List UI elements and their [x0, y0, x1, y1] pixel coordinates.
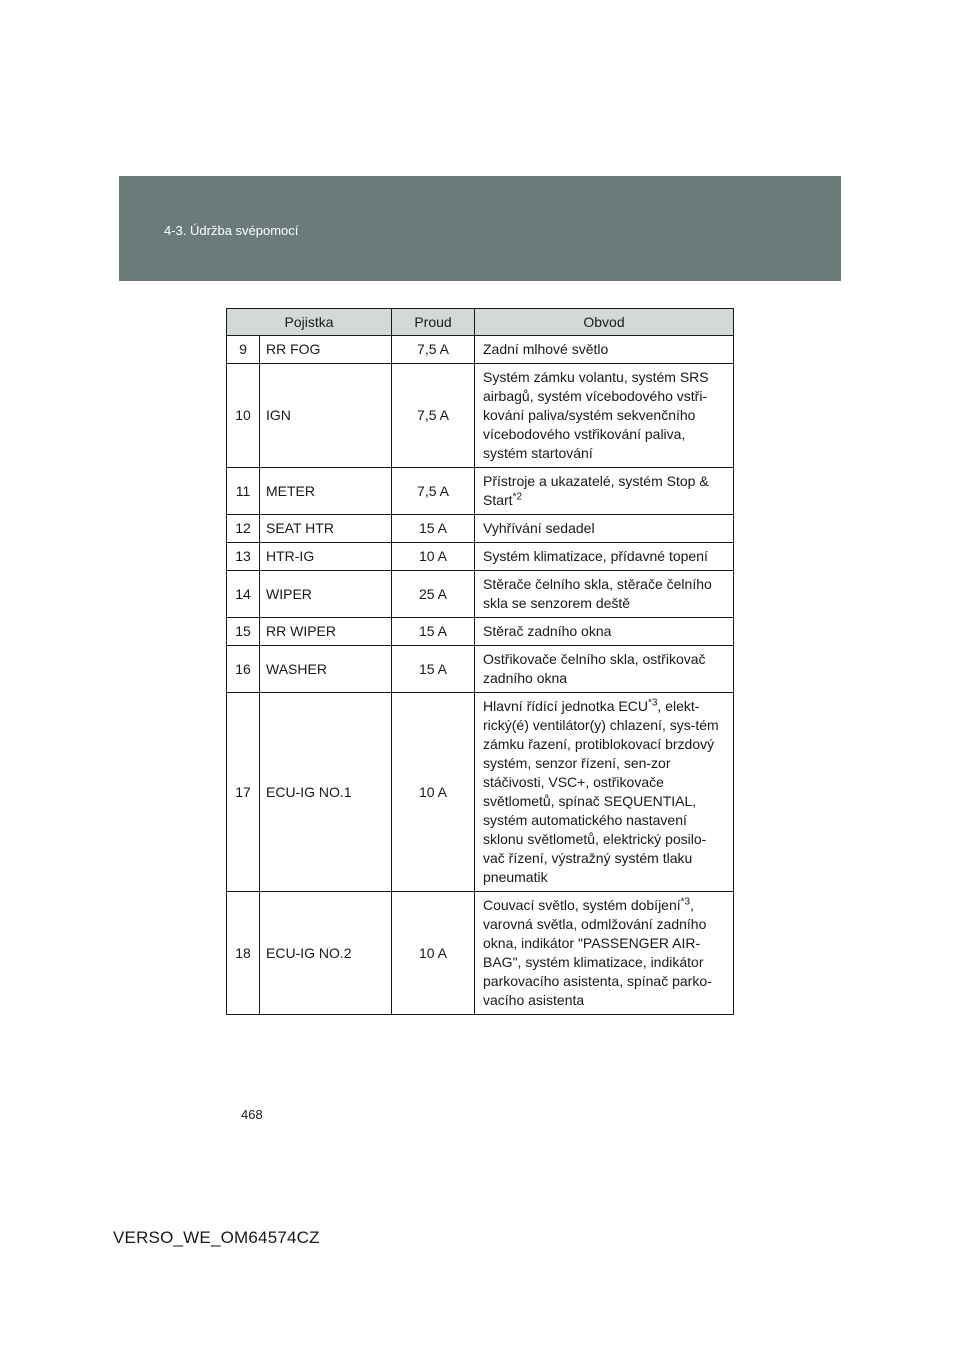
fuse-number: 11 [227, 468, 260, 515]
fuse-number: 9 [227, 336, 260, 364]
fuse-circuit [475, 646, 734, 693]
table-row [227, 892, 734, 1015]
fuse-number: 15 [227, 618, 260, 646]
table-row [227, 336, 734, 364]
fuse-current: 25 A [392, 571, 475, 618]
fuse-name: WIPER [260, 571, 392, 618]
fuse-number: 14 [227, 571, 260, 618]
fuse-number: 17 [227, 693, 260, 892]
circuit-text: Vyhřívání sedadel [483, 520, 595, 536]
fuse-number: 12 [227, 515, 260, 543]
fuse-circuit [475, 515, 734, 543]
fuse-current: 10 A [392, 693, 475, 892]
footnote-marker: *2 [512, 491, 523, 503]
fuse-table [226, 308, 734, 1015]
circuit-text: Přístroje a ukazatelé, systém Stop & Start [483, 473, 709, 508]
table-row [227, 364, 734, 468]
table-row [227, 515, 734, 543]
fuse-current: 7,5 A [392, 336, 475, 364]
fuse-name: ECU-IG NO.1 [260, 693, 392, 892]
table-row [227, 693, 734, 892]
circuit-text: Stěrač zadního okna [483, 623, 612, 639]
circuit-text: Hlavní řídící jednotka ECU [483, 698, 648, 714]
circuit-text: Systém zámku volantu, systém SRS airbagů, systém vícebodového vstři-kování paliva/systém sekvenčního vícebodového vstřikování paliva, systém startování [483, 369, 709, 461]
fuse-circuit [475, 468, 734, 515]
table-row [227, 618, 734, 646]
table-header-row [227, 309, 734, 336]
fuse-number: 10 [227, 364, 260, 468]
fuse-current: 10 A [392, 543, 475, 571]
circuit-text: Stěrače čelního skla, stěrače čelního skla se senzorem deště [483, 576, 712, 611]
fuse-current: 7,5 A [392, 468, 475, 515]
circuit-text: Couvací světlo, systém dobíjení [483, 897, 681, 913]
fuse-circuit [475, 618, 734, 646]
fuse-name: ECU-IG NO.2 [260, 892, 392, 1015]
section-title: 4-3. Údržba svépomocí [164, 223, 299, 238]
fuse-name: RR FOG [260, 336, 392, 364]
fuse-current: 10 A [392, 892, 475, 1015]
fuse-circuit [475, 693, 734, 892]
page-number: 468 [241, 1107, 263, 1122]
fuse-name: SEAT HTR [260, 515, 392, 543]
circuit-text: Systém klimatizace, přídavné topení [483, 548, 708, 564]
fuse-current: 15 A [392, 646, 475, 693]
fuse-number: 16 [227, 646, 260, 693]
fuse-name: WASHER [260, 646, 392, 693]
circuit-text: Zadní mlhové světlo [483, 341, 609, 357]
table-row [227, 543, 734, 571]
table-row [227, 646, 734, 693]
fuse-number: 18 [227, 892, 260, 1015]
circuit-text-continued: , varovná světla, odmlžování zadního okna, indikátor "PASSENGER AIR-BAG", systém klimatizace, indikátor parkovacího asistenta, spínač parko-vacího asistenta [483, 897, 712, 1008]
fuse-circuit [475, 336, 734, 364]
table-row [227, 468, 734, 515]
fuse-circuit [475, 364, 734, 468]
footnote-marker: *3 [680, 896, 691, 908]
fuse-current: 15 A [392, 515, 475, 543]
fuse-name: HTR-IG [260, 543, 392, 571]
fuse-name: METER [260, 468, 392, 515]
fuse-circuit [475, 543, 734, 571]
table-row [227, 571, 734, 618]
circuit-text-continued: , elekt-rický(é) ventilátor(y) chlazení, sys-tém zámku řazení, protiblokovací brzdový systém, senzor řízení, sen-zor stáčivosti, VSC+, ostřikovače světlometů, spínač SEQUENTIAL, systém automatického nastavení sklonu světlometů, elektrický posilo-vač řízení, výstražný systém tlaku pneumatik [483, 698, 719, 885]
fuse-name: RR WIPER [260, 618, 392, 646]
circuit-text: Ostřikovače čelního skla, ostřikovač zadního okna [483, 651, 706, 686]
column-header-current: Proud [392, 309, 475, 336]
column-header-circuit: Obvod [475, 309, 734, 336]
fuse-number: 13 [227, 543, 260, 571]
footnote-marker: *3 [647, 697, 658, 709]
column-header-fuse: Pojistka [227, 309, 392, 336]
fuse-name: IGN [260, 364, 392, 468]
header-band [119, 176, 841, 281]
fuse-current: 7,5 A [392, 364, 475, 468]
fuse-circuit [475, 892, 734, 1015]
fuse-current: 15 A [392, 618, 475, 646]
document-code: VERSO_WE_OM64574CZ [113, 1228, 320, 1247]
fuse-circuit [475, 571, 734, 618]
